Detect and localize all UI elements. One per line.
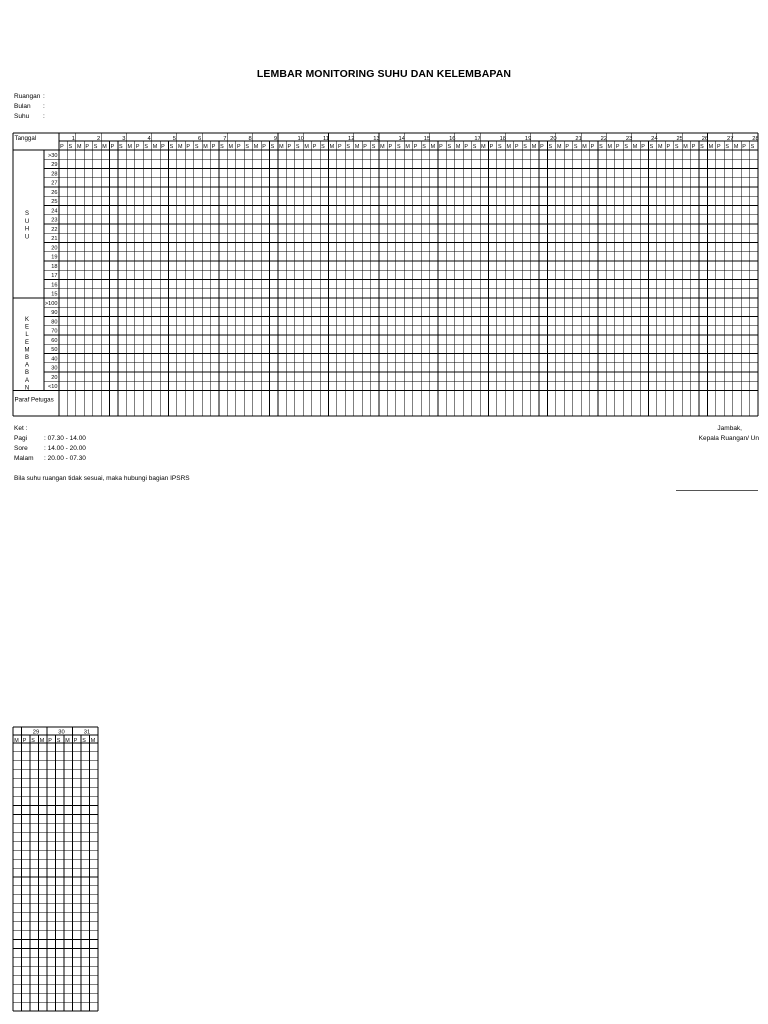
day-number: 28 [752, 135, 759, 142]
shift-code: M [506, 144, 511, 150]
day-number: 26 [701, 135, 709, 142]
shift-code: M [329, 144, 335, 150]
shift-code: S [649, 144, 654, 150]
shift-code: S [396, 144, 401, 150]
kelembapan-value: 40 [51, 356, 58, 363]
cont-shift-code: P [48, 737, 52, 744]
shift-code: S [700, 144, 704, 150]
suhu-value: 19 [51, 254, 58, 261]
shift-code: M [102, 144, 107, 150]
shift-code: P [514, 144, 519, 150]
shift-code: P [742, 144, 746, 150]
shift-code: P [413, 144, 418, 150]
paraf-petugas-label: Paraf Petugas [14, 396, 54, 404]
suhu-value: >30 [48, 152, 58, 159]
kelembapan-value: 90 [51, 310, 58, 317]
kelembapan-section-letter: A [24, 377, 30, 384]
cont-shift-code: P [73, 737, 78, 744]
kelembapan-value: 80 [51, 319, 58, 326]
shift-code: M [304, 144, 309, 150]
cont-shift-code: M [39, 737, 45, 744]
shift-code: M [228, 144, 234, 150]
header-field-colon: : [43, 93, 45, 100]
shift-code: M [253, 144, 259, 150]
day-number: 6 [198, 135, 202, 142]
shift-code: P [135, 144, 140, 150]
shift-code: S [498, 144, 502, 150]
day-number: 17 [474, 135, 481, 142]
shift-code: P [691, 144, 696, 150]
cont-shift-code: P [22, 737, 27, 744]
cont-shift-code: M [14, 737, 19, 744]
day-number: 20 [550, 135, 557, 142]
shift-code: S [321, 144, 325, 150]
shift-code: M [658, 144, 663, 150]
shift-code: P [312, 144, 317, 150]
shift-code: S [68, 144, 73, 150]
shift-code: M [405, 144, 410, 150]
shift-code: P [464, 144, 468, 150]
shift-code: M [481, 144, 486, 150]
day-number: 9 [273, 135, 278, 142]
kelembapan-section-letter: A [24, 362, 30, 369]
day-number: 14 [398, 135, 405, 142]
shift-code: S [119, 144, 123, 150]
shift-code: S [371, 144, 376, 150]
suhu-value: 25 [51, 199, 58, 206]
shift-time: : 07.30 - 14.00 [44, 435, 86, 442]
shift-code: M [430, 144, 436, 150]
shift-code: S [245, 144, 249, 150]
day-number: 1 [71, 135, 75, 142]
kelembapan-value: <10 [48, 384, 58, 391]
instruction-text: Bila suhu ruangan tidak sesuai, maka hubungi bagian IPSRS [14, 475, 190, 482]
suhu-value: 29 [51, 162, 58, 169]
cont-shift-code: S [56, 737, 61, 744]
day-number: 10 [297, 135, 304, 142]
shift-code: M [178, 144, 183, 150]
ket-label: Ket : [14, 425, 28, 432]
shift-code: P [85, 144, 89, 150]
suhu-value: 18 [51, 263, 58, 270]
day-number: 24 [651, 135, 658, 142]
day-number: 27 [726, 135, 734, 142]
shift-code: P [666, 144, 671, 150]
shift-code: S [573, 144, 578, 150]
signature-line [676, 490, 758, 491]
kelembapan-section-letter: N [24, 385, 30, 392]
shift-code: S [220, 144, 224, 150]
day-number: 12 [348, 135, 355, 142]
shift-code: M [455, 144, 461, 150]
suhu-value: 20 [51, 245, 58, 252]
shift-code: P [60, 144, 64, 150]
shift-code: S [194, 144, 199, 150]
shift-time: : 20.00 - 07.30 [44, 455, 86, 462]
suhu-value: 22 [51, 226, 58, 233]
day-number: 18 [499, 135, 507, 142]
shift-code: S [270, 144, 275, 150]
shift-code: M [380, 144, 385, 150]
day-number: 21 [575, 135, 582, 142]
day-number: 8 [248, 135, 252, 142]
shift-code: S [169, 144, 174, 150]
day-number: 4 [147, 135, 151, 142]
cont-day-number: 29 [32, 729, 40, 736]
shift-code: S [93, 144, 98, 150]
shift-code: M [279, 144, 284, 150]
shift-code: S [144, 144, 148, 150]
cont-shift-code: M [90, 737, 96, 744]
day-number: 22 [600, 135, 608, 142]
day-number: 23 [625, 135, 633, 142]
shift-code: P [716, 144, 721, 150]
shift-code: M [203, 144, 208, 150]
signature-role: Kepala Ruangan/ Un [698, 435, 759, 442]
kelembapan-section-letter: B [24, 355, 30, 361]
kelembapan-value: 60 [51, 337, 58, 344]
shift-code: P [540, 144, 544, 150]
kelembapan-section-letter: K [24, 317, 30, 323]
day-number: 5 [172, 135, 176, 142]
shift-code: S [599, 144, 603, 150]
shift-code: P [388, 144, 393, 150]
day-number: 2 [96, 135, 101, 142]
suhu-value: 15 [51, 291, 58, 298]
kelembapan-section-letter: E [24, 324, 30, 331]
shift-code: S [548, 144, 553, 150]
shift-code: S [523, 144, 527, 150]
shift-name: Sore [14, 445, 28, 452]
kelembapan-value: 50 [51, 347, 58, 354]
shift-code: M [708, 144, 714, 150]
shift-code: P [641, 144, 645, 150]
day-number: 16 [449, 135, 456, 142]
day-number: 7 [223, 135, 227, 142]
shift-code: S [346, 144, 351, 150]
day-number: 3 [122, 135, 126, 142]
shift-code: M [632, 144, 638, 150]
suhu-section-letter: H [24, 226, 30, 233]
tanggal-label: Tanggal [14, 135, 37, 142]
signature-place: Jambak, [717, 425, 742, 432]
suhu-value: 26 [51, 189, 58, 196]
shift-code: P [615, 144, 620, 150]
shift-code: M [531, 144, 537, 150]
day-number: 25 [676, 135, 683, 142]
shift-code: S [624, 144, 628, 150]
suhu-value: 17 [51, 273, 58, 280]
shift-code: P [439, 144, 443, 150]
shift-code: S [725, 144, 730, 150]
shift-code: P [161, 144, 165, 150]
cont-shift-code: S [82, 737, 86, 744]
day-number: 19 [524, 135, 532, 142]
shift-code: M [354, 144, 360, 150]
suhu-section-letter: S [24, 211, 30, 217]
day-number: 13 [373, 135, 380, 142]
shift-code: M [76, 144, 82, 150]
shift-code: M [733, 144, 739, 150]
shift-code: S [422, 144, 426, 150]
cont-day-number: 30 [58, 729, 65, 736]
shift-code: M [607, 144, 613, 150]
suhu-value: 24 [51, 208, 58, 215]
shift-code: S [674, 144, 679, 150]
shift-code: P [565, 144, 570, 150]
day-number: 15 [423, 135, 431, 142]
shift-name: Malam [14, 455, 34, 462]
shift-code: P [110, 144, 115, 150]
shift-code: M [582, 144, 587, 150]
suhu-value: 16 [51, 282, 58, 289]
kelembapan-value: 70 [51, 328, 58, 335]
shift-code: P [262, 144, 266, 150]
shift-code: P [363, 144, 367, 150]
kelembapan-section-letter: B [24, 370, 30, 377]
shift-code: P [236, 144, 241, 150]
day-number: 11 [322, 135, 329, 142]
shift-code: S [447, 144, 452, 150]
suhu-section-letter: U [24, 218, 30, 225]
cont-shift-code: S [31, 737, 35, 744]
shift-code: S [750, 144, 755, 150]
suhu-value: 27 [51, 180, 58, 187]
shift-code: M [556, 144, 562, 150]
suhu-value: 28 [51, 171, 58, 178]
kelembapan-section-letter: M [24, 347, 30, 354]
shift-code: S [472, 144, 477, 150]
header-field-label: Bulan [14, 103, 31, 110]
shift-code: P [338, 144, 342, 150]
suhu-value: 21 [51, 236, 58, 243]
kelembapan-value: 20 [51, 374, 58, 381]
kelembapan-section-letter: L [25, 332, 29, 339]
shift-code: S [295, 144, 300, 150]
suhu-section-letter: U [24, 234, 30, 241]
kelembapan-section-letter: E [24, 339, 30, 346]
kelembapan-value: >100 [44, 300, 58, 307]
shift-code: M [152, 144, 158, 150]
shift-name: Pagi [14, 435, 28, 442]
suhu-value: 23 [51, 217, 58, 224]
shift-code: P [186, 144, 191, 150]
header-field-colon: : [43, 113, 45, 120]
shift-code: M [127, 144, 132, 150]
cont-shift-code: M [65, 737, 70, 744]
shift-time: : 14.00 - 20.00 [44, 445, 86, 452]
cont-day-number: 31 [83, 729, 91, 736]
header-field-colon: : [43, 103, 45, 110]
shift-code: P [590, 144, 595, 150]
shift-code: P [287, 144, 292, 150]
header-field-label: Suhu [14, 113, 30, 120]
header-field-label: Ruangan [14, 93, 41, 100]
page-title: LEMBAR MONITORING SUHU DAN KELEMBAPAN [256, 68, 512, 80]
shift-code: M [683, 144, 688, 150]
shift-code: P [489, 144, 494, 150]
kelembapan-value: 30 [51, 365, 58, 372]
shift-code: P [211, 144, 216, 150]
